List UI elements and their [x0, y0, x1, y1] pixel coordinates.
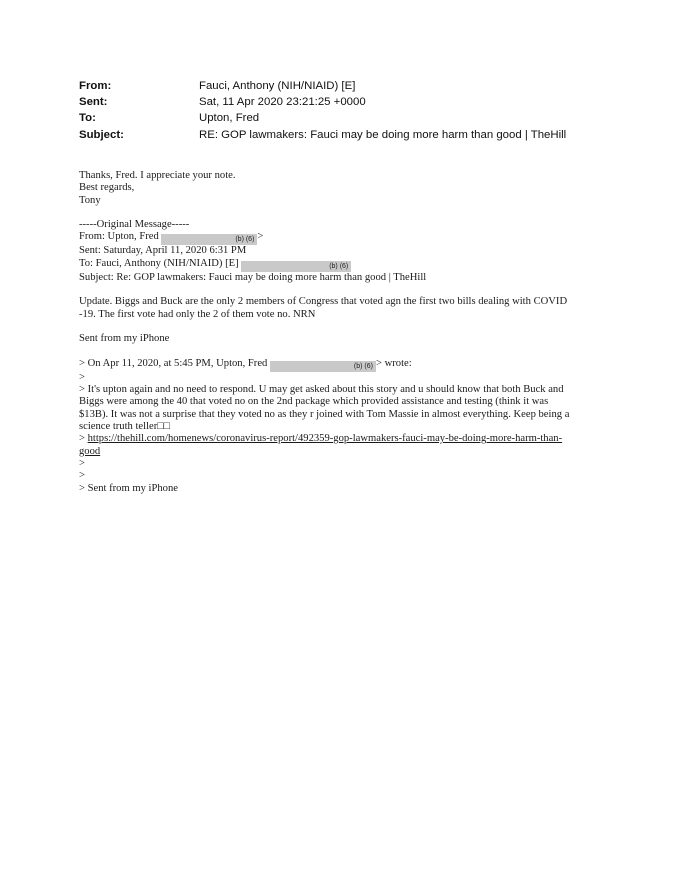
article-link-continued[interactable]: good: [79, 445, 101, 457]
original-signature: Sent from my iPhone: [79, 333, 170, 345]
update-line: -19. The first vote had only the 2 of them vote no. NRN: [79, 308, 316, 320]
article-link[interactable]: https://thehill.com/homenews/coronavirus-report/492359-gop-lawmakers-fauci-may-be-doing-more-harm-than-: [87, 433, 563, 445]
quoted-paragraph-line: $13B). It was not a surprise that they voted no as they r joined with Tom Massie in almost everything. Keep being a: [79, 408, 570, 420]
sent-label: Sent:: [79, 96, 108, 109]
quoted-paragraph-line: > It's upton again and no need to respond. U may get asked about this story and u should know that both Buck and: [79, 384, 564, 396]
subject-value: RE: GOP lawmakers: Fauci may be doing more harm than good | TheHill: [199, 128, 567, 141]
redaction-box: (b) (6): [241, 261, 351, 272]
reply-line: Thanks, Fred. I appreciate your note.: [79, 170, 236, 181]
email-body: [79, 170, 599, 495]
header-from-row: [79, 78, 639, 94]
to-label: To:: [79, 112, 96, 125]
quoted-intro-suffix: > wrote:: [375, 357, 412, 369]
reply-line: Tony: [79, 194, 101, 206]
header-to-row: [79, 110, 639, 126]
quoted-paragraph-line: Biggs were among the 40 that voted no on the 2nd package which provided assistance and testing (think it was: [79, 396, 549, 408]
original-to-text: To: Fauci, Anthony (NIH/NIAID) [E]: [79, 257, 239, 269]
email-header: [79, 78, 639, 143]
header-subject-row: [79, 127, 639, 143]
quoted-intro-text: > On Apr 11, 2020, at 5:45 PM, Upton, Fred: [79, 357, 268, 369]
redaction-box: (b) (6): [161, 234, 257, 245]
quoted-blank-line: >: [79, 470, 85, 482]
reply-line: Best regards,: [79, 182, 135, 194]
quoted-intro-line: [79, 358, 599, 372]
from-value: Fauci, Anthony (NIH/NIAID) [E]: [199, 80, 356, 92]
quoted-link-prefix: >: [79, 433, 88, 445]
update-line: Update. Biggs and Buck are the only 2 members of Congress that voted agn the first two bills dealing with COVID: [79, 296, 568, 308]
original-sent-line: Sent: Saturday, April 11, 2020 6:31 PM: [79, 245, 247, 257]
quoted-link-line: [79, 433, 599, 445]
quoted-paragraph-line: science truth teller□□: [79, 421, 171, 433]
sent-value: Sat, 11 Apr 2020 23:21:25 +0000: [199, 96, 366, 109]
original-from-text: From: Upton, Fred: [79, 231, 159, 243]
from-label: From:: [79, 80, 112, 92]
original-from-suffix: >: [257, 231, 264, 243]
quoted-signature: > Sent from my iPhone: [79, 482, 178, 494]
subject-label: Subject:: [79, 128, 124, 141]
original-message-divider: -----Original Message-----: [79, 219, 190, 231]
quoted-blank-line: >: [79, 457, 85, 469]
header-sent-row: [79, 94, 639, 110]
quoted-blank-line: >: [79, 371, 85, 383]
original-subject-line: Subject: Re: GOP lawmakers: Fauci may be doing more harm than good | TheHill: [79, 271, 427, 283]
original-to-line: [79, 258, 599, 272]
to-value: Upton, Fred: [199, 112, 260, 125]
redaction-box: (b) (6): [270, 361, 376, 372]
quoted-link-line: [79, 446, 599, 458]
original-from-line: [79, 231, 599, 245]
